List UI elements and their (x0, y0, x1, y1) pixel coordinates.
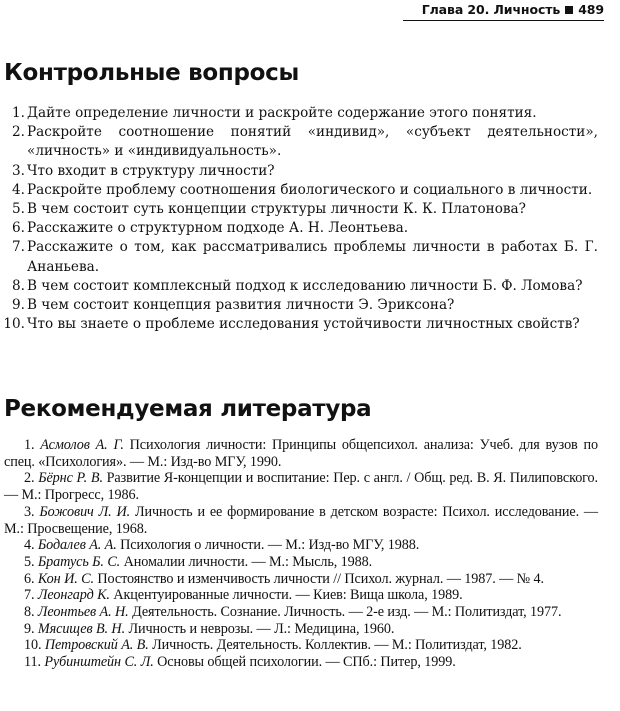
page-number: 489 (578, 2, 604, 17)
literature-item: 8. Леонтьев А. Н. Деятельность. Сознание. Личность. — 2-е изд. — М.: Политиздат, 1977. (24, 604, 562, 621)
question-item: 10. Что вы знаете о проблеме исследования устойчивости личностных свойств? (3, 316, 580, 333)
author: Бёрнс Р. В. (38, 470, 103, 487)
chapter-title: Глава 20. Личность (421, 2, 561, 17)
literature-item: 7. Леонгард К. Акцентуированные личности. — Киев: Вища школа, 1989. (24, 587, 463, 604)
questions-heading: Контрольные вопросы (4, 60, 300, 86)
author: Леонтьев А. Н. (37, 604, 129, 621)
question-item: 3. Что входит в структуру личности? (12, 162, 275, 179)
question-item: 4. Раскройте проблему соотношения биологического и социального в личности. (12, 181, 593, 198)
literature-list (0, 437, 620, 671)
literature-item: 3. Божович Л. И. Личность и ее формирование в детском возрасте: Психол. исследование. — М.: Просвещение, 1968. (4, 503, 599, 537)
author: Петровский А. В. (44, 637, 149, 654)
literature-item: 4. Бодалев А. А. Психология о личности. — М.: Изд-во МГУ, 1988. (24, 537, 420, 554)
author: Божович Л. И. (39, 503, 131, 520)
square-bullet-icon (565, 6, 573, 14)
question-item: 6. Расскажите о структурном подходе А. Н. Леонтьева. (12, 220, 409, 237)
header-rule (403, 20, 604, 21)
author: Рубинштейн С. Л. (44, 654, 154, 671)
question-item: 8. В чем состоит комплексный подход к исследованию личности Б. Ф. Ломова? (12, 277, 583, 294)
question-item: 2. Раскройте соотношение понятий «индивид», «субъект деятельности», «личность» и «индивидуальность». (12, 124, 598, 160)
question-item: 9. В чем состоит концепция развития личности Э. Эриксона? (12, 297, 455, 314)
literature-item: 6. Кон И. С. Постоянство и изменчивость личности // Психол. журнал. — 1987. — № 4. (24, 570, 544, 587)
question-item: 7. Расскажите о том, как рассматривались проблемы личности в работах Б. Г. Ананьева. (12, 239, 598, 275)
literature-item: 10. Петровский А. В. Личность. Деятельность. Коллектив. — М.: Политиздат, 1982. (24, 637, 522, 654)
literature-heading: Рекомендуемая литература (4, 396, 372, 422)
author: Кон И. С. (37, 570, 94, 587)
question-item: 5. В чем состоит суть концепции структуры личности К. К. Платонова? (12, 201, 526, 218)
literature-item: 2. Бёрнс Р. В. Развитие Я-концепции и воспитание: Пер. с англ. / Общ. ред. В. Я. Пилиповского. — М.: Прогресс, 1986. (4, 470, 598, 504)
literature-item: 11. Рубинштейн С. Л. Основы общей психологии. — СПб.: Питер, 1999. (24, 654, 456, 671)
literature-item: 9. Мясищев В. Н. Личность и неврозы. — Л.: Медицина, 1960. (24, 620, 395, 637)
question-item: 1. Дайте определение личности и раскройте содержание этого понятия. (12, 105, 537, 121)
author: Братусь Б. С. (37, 553, 121, 570)
author: Бодалев А. А. (37, 537, 117, 554)
author: Асмолов А. Г. (40, 437, 124, 453)
literature-item: 5. Братусь Б. С. Аномалии личности. — М.: Мысль, 1988. (24, 553, 373, 570)
author: Мясищев В. Н. (37, 620, 126, 637)
author: Леонгард К. (37, 587, 110, 604)
literature-item: 1. Асмолов А. Г. Психология личности: Принципы общепсихол. анализа: Учеб. для вузов по спец. «Психология». — М.: Изд-во МГУ, 1990. (4, 437, 598, 470)
questions-list (0, 104, 620, 334)
running-head (422, 2, 604, 17)
